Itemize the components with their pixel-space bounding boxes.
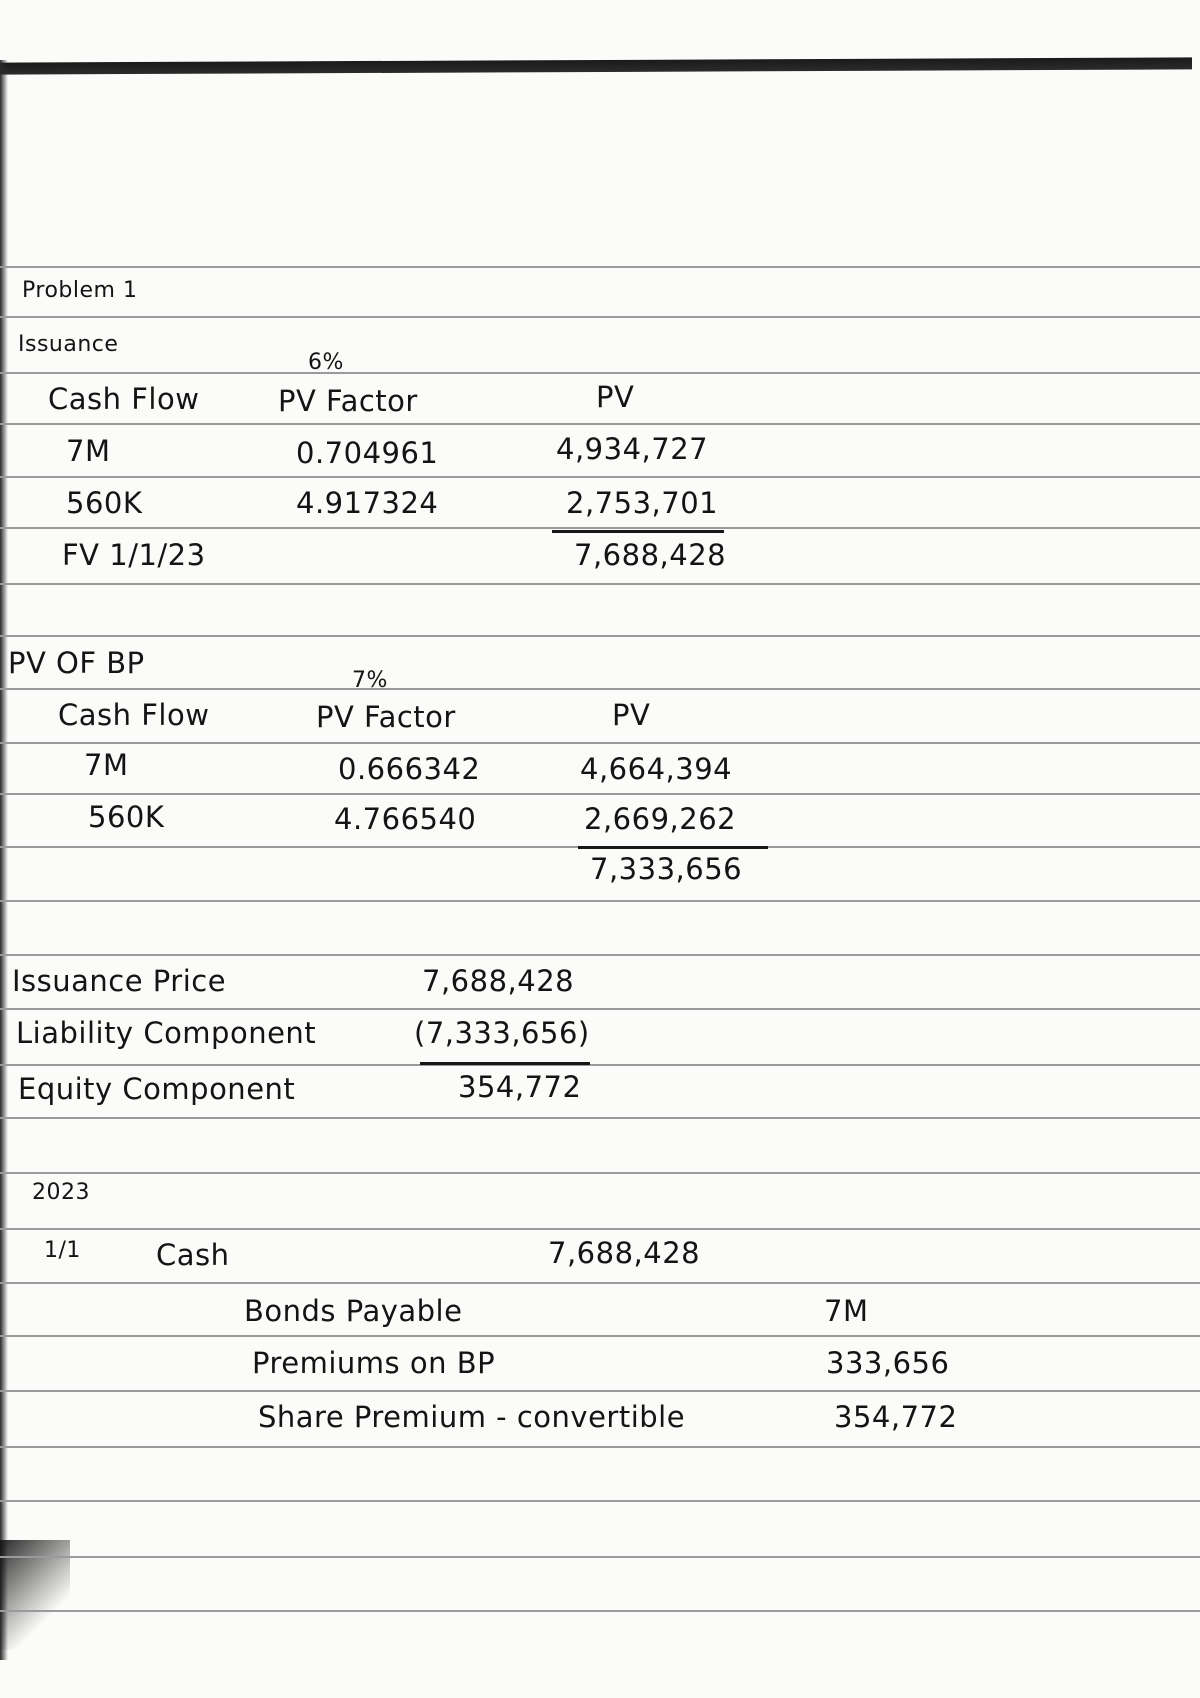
issuance-total-pv: 7,688,428 (574, 538, 727, 572)
component-value: 7,688,428 (422, 964, 575, 998)
ruled-line (0, 900, 1200, 902)
journal-year: 2023 (32, 1180, 90, 1205)
issuance-row-pv: 2,753,701 (566, 486, 719, 520)
ruled-line (0, 372, 1200, 374)
issuance-row-pv-factor: 0.704961 (296, 436, 439, 470)
pv-bp-heading: PV OF BP (8, 646, 145, 680)
journal-credit-account: Premiums on BP (252, 1346, 496, 1380)
journal-credit-amount: 333,656 (826, 1346, 950, 1380)
issuance-header-cash-flow: Cash Flow (48, 382, 200, 416)
ruled-line (0, 527, 1200, 529)
ruled-line (0, 1500, 1200, 1502)
ruled-line (0, 1228, 1200, 1230)
component-value: (7,333,656) (414, 1016, 590, 1050)
pv-bp-total: 7,333,656 (590, 852, 743, 886)
journal-credit-account: Share Premium - convertible (258, 1400, 686, 1434)
component-label: Equity Component (18, 1072, 296, 1106)
pv-bp-row-pv: 2,669,262 (584, 802, 737, 836)
issuance-header-pv: PV (596, 380, 635, 414)
journal-debit-account: Cash (156, 1238, 230, 1272)
pv-bp-row-cash-flow: 7M (84, 748, 129, 782)
issuance-row-pv: 4,934,727 (556, 432, 709, 466)
ruled-line (0, 1390, 1200, 1392)
journal-date: 1/1 (44, 1238, 81, 1263)
issuance-header-pv-factor: PV Factor (278, 384, 418, 418)
component-value: 354,772 (458, 1070, 582, 1104)
journal-debit-amount: 7,688,428 (548, 1236, 701, 1270)
pv-bp-row-pv: 4,664,394 (580, 752, 733, 786)
ruled-line (0, 1556, 1200, 1558)
issuance-row-cash-flow: FV 1/1/23 (62, 538, 206, 572)
issuance-row-cash-flow: 7M (66, 434, 111, 468)
ruled-line (0, 635, 1200, 637)
ruled-line (0, 583, 1200, 585)
journal-credit-account: Bonds Payable (244, 1294, 463, 1328)
pv-bp-header-cash-flow: Cash Flow (58, 698, 210, 732)
component-label: Issuance Price (12, 964, 227, 998)
ruled-line (0, 1172, 1200, 1174)
pv-bp-header-pv-factor: PV Factor (316, 700, 456, 734)
ruled-line (0, 1335, 1200, 1337)
ruled-line (0, 1610, 1200, 1612)
subtotal-underline (552, 530, 724, 533)
issuance-rate: 6% (308, 350, 344, 375)
component-label: Liability Component (16, 1016, 317, 1050)
ruled-line (0, 476, 1200, 478)
ruled-line (0, 1008, 1200, 1010)
pv-bp-row-cash-flow: 560K (88, 800, 165, 834)
ruled-line (0, 266, 1200, 268)
problem-title: Problem 1 (22, 278, 138, 303)
ruled-line (0, 1064, 1200, 1066)
journal-credit-amount: 7M (824, 1294, 869, 1328)
page-top-edge (0, 57, 1192, 74)
ruled-line (0, 954, 1200, 956)
pv-bp-rate: 7% (352, 668, 388, 693)
issuance-row-pv-factor: 4.917324 (296, 486, 439, 520)
ruled-line (0, 423, 1200, 425)
journal-credit-amount: 354,772 (834, 1400, 958, 1434)
ruled-line (0, 793, 1200, 795)
pv-bp-row-pv-factor: 4.766540 (334, 802, 477, 836)
ruled-line (0, 1446, 1200, 1448)
subtotal-underline (578, 846, 768, 849)
issuance-heading: Issuance (18, 332, 119, 357)
issuance-row-cash-flow: 560K (66, 486, 143, 520)
ruled-line (0, 1282, 1200, 1284)
ruled-line (0, 316, 1200, 318)
ruled-line (0, 1117, 1200, 1119)
pv-bp-row-pv-factor: 0.666342 (338, 752, 481, 786)
ruled-line (0, 688, 1200, 690)
subtotal-underline (420, 1062, 590, 1065)
ruled-line (0, 742, 1200, 744)
page-left-edge (0, 60, 8, 1660)
pv-bp-header-pv: PV (612, 698, 651, 732)
